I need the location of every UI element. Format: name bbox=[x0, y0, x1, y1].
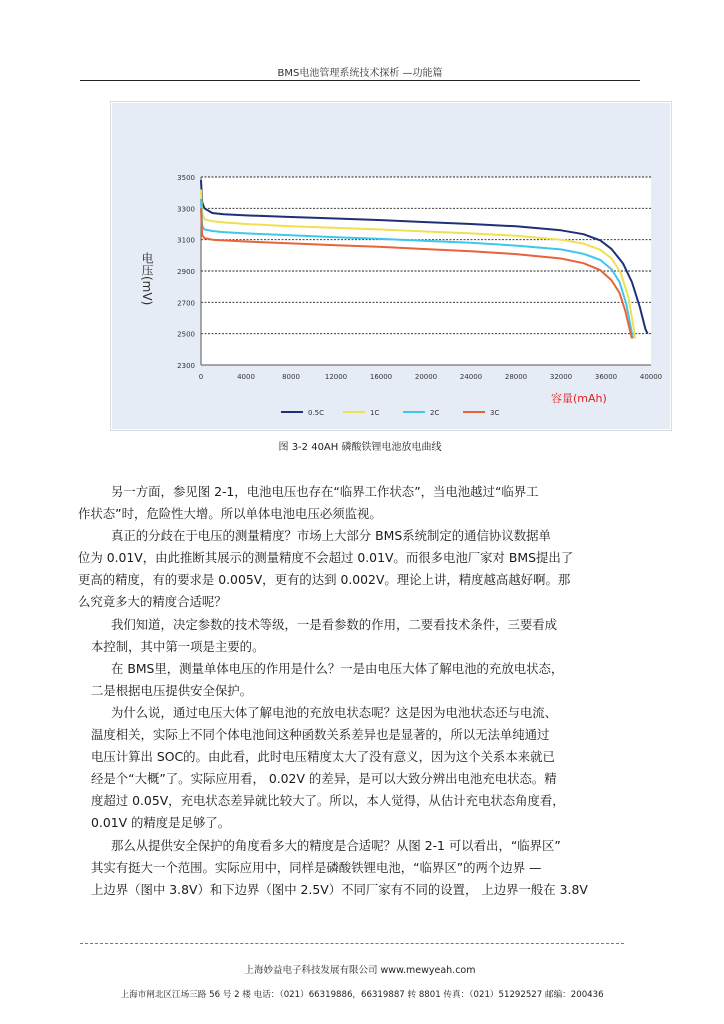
legend-label: 2C bbox=[430, 409, 440, 417]
x-tick-label: 36000 bbox=[594, 373, 618, 381]
x-tick-label: 12000 bbox=[324, 373, 348, 381]
x-tick-label: 28000 bbox=[504, 373, 528, 381]
footer-divider bbox=[80, 943, 624, 944]
paragraph-line: 位为 0.01V，由此推断其展示的测量精度不会超过 0.01V。而很多电池厂家对 BMS提出了 bbox=[78, 550, 574, 566]
paragraph-1 bbox=[78, 481, 648, 525]
paragraph-line: 那么从提供安全保护的角度看多大的精度是合适呢？从图 2-1 可以看出，“临界区” bbox=[111, 837, 561, 853]
x-tick-label: 4000 bbox=[237, 373, 255, 381]
body-text bbox=[78, 481, 648, 901]
figure-caption: 图 3-2 40AH 磷酸铁锂电池放电曲线 bbox=[278, 442, 442, 453]
x-tick-label: 32000 bbox=[549, 373, 573, 381]
paragraph-line: 真正的分歧在于电压的测量精度？市场上大部分 BMS系统制定的通信协议数据单 bbox=[111, 528, 551, 544]
x-tick-label: 0 bbox=[198, 373, 204, 381]
paragraph-4 bbox=[78, 658, 648, 702]
y-tick-label: 2900 bbox=[177, 268, 195, 276]
y-tick-label: 3100 bbox=[177, 236, 195, 245]
footer-address: 上海市闸北区江场三路 56 号 2 楼 电话：（021）66319886，66319887 转 8801 传真：（021）51292527 邮编：200436 bbox=[120, 990, 604, 1000]
paragraph-5 bbox=[78, 702, 648, 835]
paragraph-line: 二是根据电压提供安全保护。 bbox=[91, 682, 253, 698]
footer-company: 上海妙益电子科技发展有限公司 www.mewyeah.com bbox=[244, 965, 476, 976]
legend-label: 1C bbox=[370, 409, 380, 417]
y-axis-label: 电压(mV) bbox=[140, 252, 154, 306]
paragraph-line: 作状态”时，危险性大增。所以单体电池电压必须监视。 bbox=[78, 506, 382, 522]
paragraph-line: 么究竟多大的精度合适呢？ bbox=[78, 594, 227, 610]
paragraph-line: 更高的精度，有的要求是 0.005V，更有的达到 0.002V。理论上讲，精度越高越好啊。那 bbox=[78, 572, 571, 588]
paragraph-6 bbox=[78, 835, 648, 901]
paragraph-3 bbox=[78, 614, 648, 658]
paragraph-line: 在 BMS里，测量单体电压的作用是什么？一是由电压大体了解电池的充放电状态， bbox=[111, 660, 564, 676]
page-header: BMS电池管理系统技术探析 —功能篇 bbox=[277, 68, 443, 79]
y-tick-label: 2700 bbox=[177, 299, 195, 308]
x-axis-label: 容量(mAh) bbox=[551, 392, 607, 405]
legend-label: 0.5C bbox=[308, 409, 325, 417]
x-tick-label: 40000 bbox=[639, 373, 663, 381]
legend-label: 3C bbox=[490, 409, 500, 417]
x-tick-label: 20000 bbox=[414, 373, 438, 381]
discharge-curve-figure bbox=[110, 101, 672, 431]
y-tick-label: 2500 bbox=[177, 330, 195, 339]
paragraph-2 bbox=[78, 525, 648, 613]
paragraph-line: 其实有挺大一个范围。实际应用中，同样是磷酸铁锂电池，“临界区”的两个边界 — bbox=[91, 859, 542, 875]
paragraph-line: 经是个“大概”了。实际应用看， 0.02V 的差异，是可以大致分辨出电池充电状态。精 bbox=[91, 771, 557, 787]
paragraph-line: 度超过 0.05V，充电状态差异就比较大了。所以，本人觉得，从估计充电状态角度看， bbox=[91, 793, 565, 809]
paragraph-line: 本控制，其中第一项是主要的。 bbox=[91, 638, 265, 654]
paragraph-line: 另一方面，参见图 2-1，电池电压也存在“临界工作状态”，当电池越过“临界工 bbox=[111, 484, 539, 499]
x-tick-label: 24000 bbox=[459, 373, 483, 381]
paragraph-line: 上边界（图中 3.8V）和下边界（图中 2.5V）不同厂家有不同的设置， 上边界一般在 3.8V bbox=[91, 881, 588, 897]
paragraph-line: 温度相关，实际上不同个体电池间这种函数关系差异也是显著的，所以无法单纯通过 bbox=[91, 727, 550, 743]
x-tick-label: 16000 bbox=[369, 373, 393, 381]
paragraph-line: 为什么说，通过电压大体了解电池的充放电状态呢？这是因为电池状态还与电流、 bbox=[111, 704, 558, 720]
paragraph-line: 我们知道，决定参数的技术等级，一是看参数的作用，二要看技术条件，三要看成 bbox=[111, 616, 558, 632]
header-divider bbox=[80, 80, 640, 81]
y-tick-label: 3300 bbox=[177, 205, 195, 214]
paragraph-line: 0.01V 的精度是足够了。 bbox=[91, 815, 231, 831]
x-tick-label: 8000 bbox=[282, 373, 300, 381]
y-tick-label: 3500 bbox=[177, 174, 195, 182]
y-tick-label: 2300 bbox=[177, 362, 195, 370]
discharge-chart bbox=[111, 102, 671, 430]
paragraph-line: 电压计算出 SOC的。由此看，此时电压精度太大了没有意义，因为这个关系本来就已 bbox=[91, 749, 555, 765]
